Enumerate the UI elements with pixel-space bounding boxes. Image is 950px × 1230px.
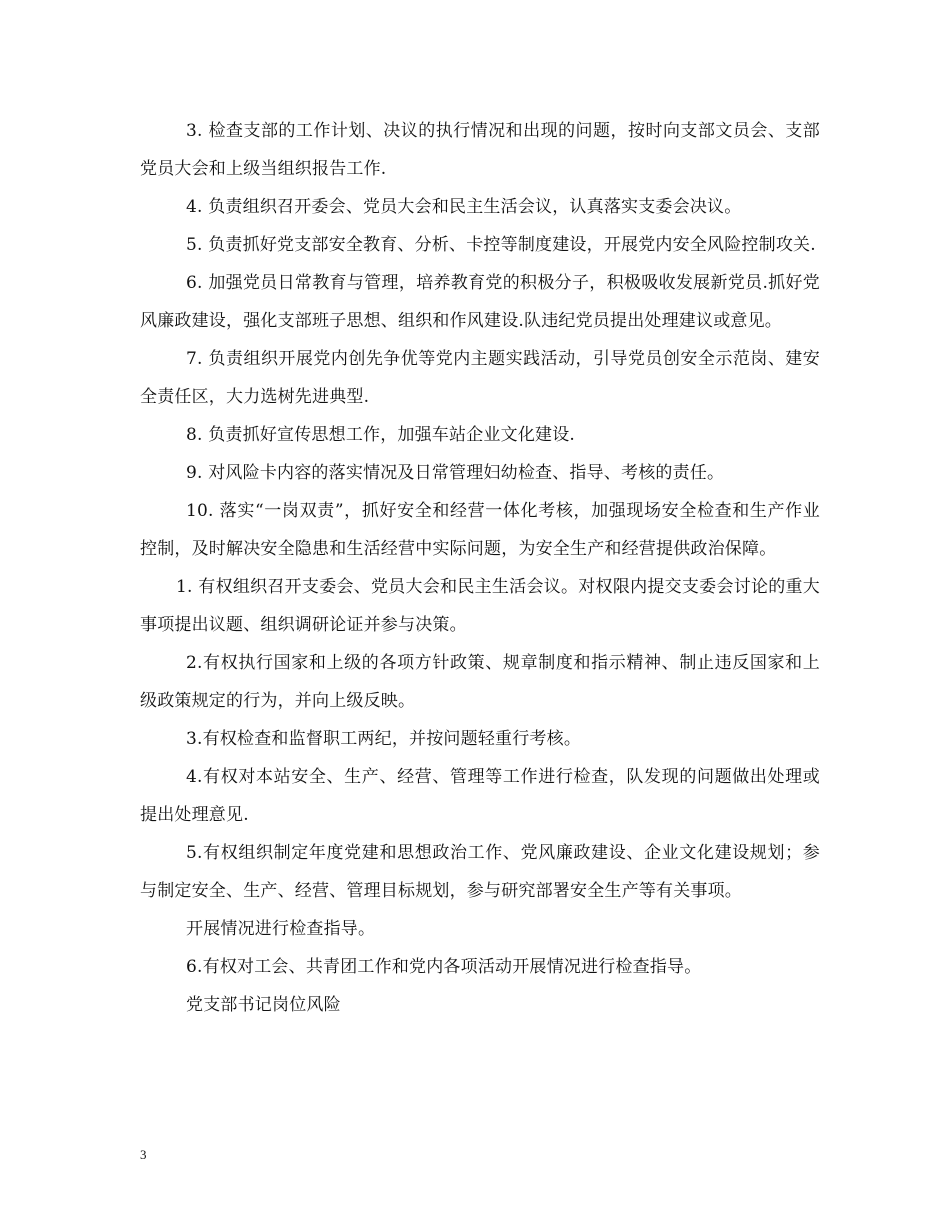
- section-heading-risk: 党支部书记岗位风险: [186, 995, 341, 1015]
- paragraph-duty-5: 5. 负责抓好党支部安全教育、分析、卡控等制度建设，开展党内安全风险控制攻关.: [186, 235, 816, 255]
- document-body: [140, 112, 820, 1024]
- paragraph-duty-10: 10. 落实“一岗双责”，抓好安全和经营一体化考核，加强现场安全检查和生产作业控制，及时解决安全隐患和生活经营中实际问题，为安全生产和经营提供政治保障。: [140, 501, 820, 559]
- paragraph-duty-8: 8. 负责抓好宣传思想工作，加强车站企业文化建设.: [186, 425, 576, 445]
- paragraph-duty-3: 3. 检查支部的工作计划、决议的执行情况和出现的问题，按时向支部文员会、支部党员大会和上级当组织报告工作.: [140, 121, 820, 179]
- paragraph-duty-6: 6. 加强党员日常教育与管理，培养教育党的积极分子，积极吸收发展新党员.抓好党风廉政建设，强化支部班子思想、组织和作风建设.队违纪党员提出处理建议或意见。: [140, 273, 820, 331]
- paragraph-right-1: 1. 有权组织召开支委会、党员大会和民主生活会议。对权限内提交支委会讨论的重大事项提出议题、组织调研论证并参与决策。: [140, 577, 820, 635]
- page-number: 3: [140, 1147, 147, 1162]
- paragraph-right-6: 6.有权对工会、共青团工作和党内各项活动开展情况进行检查指导。: [186, 957, 702, 977]
- paragraph-inspection-note: 开展情况进行检查指导。: [186, 919, 376, 939]
- paragraph-right-2: 2.有权执行国家和上级的各项方针政策、规章制度和指示精神、制止违反国家和上级政策规定的行为，并向上级反映。: [140, 653, 820, 711]
- paragraph-right-5: 5.有权组织制定年度党建和思想政治工作、党风廉政建设、企业文化建设规划；参与制定安全、生产、经营、管理目标规划，参与研究部署安全生产等有关事项。: [140, 843, 820, 901]
- paragraph-duty-9: 9. 对风险卡内容的落实情况及日常管理妇幼检查、指导、考核的责任。: [186, 463, 725, 483]
- paragraph-duty-7: 7. 负责组织开展党内创先争优等党内主题实践活动，引导党员创安全示范岗、建安全责任区，大力选树先进典型.: [140, 349, 820, 407]
- paragraph-duty-4: 4. 负责组织召开委会、党员大会和民主生活会议，认真落实支委会决议。: [186, 197, 742, 217]
- paragraph-right-4: 4.有权对本站安全、生产、经营、管理等工作进行检查，队发现的问题做出处理或提出处理意见.: [140, 767, 820, 825]
- paragraph-right-3: 3.有权检查和监督职工两纪，并按问题轻重行考核。: [186, 729, 582, 749]
